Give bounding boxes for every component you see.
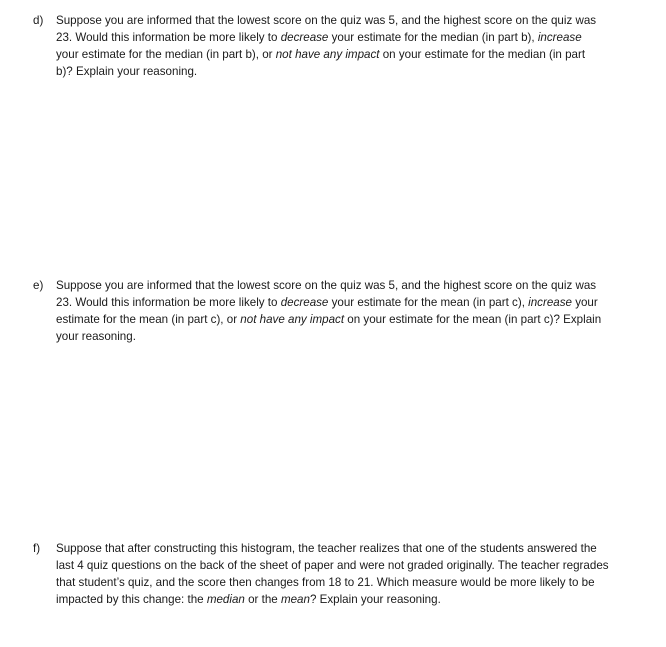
text-segment: Suppose that after constructing this histogram, the teacher realizes that one of the students answered the bbox=[56, 542, 597, 555]
question-label: d) bbox=[33, 14, 44, 27]
text-segment: estimate for the mean (in part c), or bbox=[56, 313, 241, 326]
text-segment: or the bbox=[244, 593, 281, 606]
text-segment: ? Explain your reasoning. bbox=[309, 593, 441, 606]
text-line bbox=[56, 29, 656, 46]
text-line bbox=[56, 311, 656, 328]
emphasized-text: mean bbox=[280, 593, 310, 606]
emphasized-text: not have any impact bbox=[240, 313, 345, 326]
question-text bbox=[56, 540, 656, 608]
text-segment: that student’s quiz, and the score then changes from 18 to 21. Which measure would be more likely to be bbox=[56, 576, 595, 589]
text-segment: on your estimate for the mean (in part c)? Explain bbox=[344, 313, 602, 326]
emphasized-text: not have any impact bbox=[275, 48, 380, 61]
text-segment: impacted by this change: the bbox=[56, 593, 207, 606]
emphasized-text: median bbox=[206, 593, 245, 606]
emphasized-text: increase bbox=[528, 296, 572, 309]
text-segment: last 4 quiz questions on the back of the sheet of paper and were not graded originally. The teacher regrades bbox=[56, 559, 609, 572]
emphasized-text: decrease bbox=[280, 296, 329, 309]
text-line bbox=[56, 294, 656, 311]
text-segment: b)? Explain your reasoning. bbox=[56, 65, 198, 78]
text-segment: your reasoning. bbox=[56, 330, 136, 343]
emphasized-text: decrease bbox=[280, 31, 329, 44]
text-segment: Suppose you are informed that the lowest score on the quiz was 5, and the highest score on the quiz was bbox=[56, 279, 597, 292]
text-line bbox=[56, 540, 656, 557]
text-segment: 23. Would this information be more likely to bbox=[56, 296, 281, 309]
text-segment: on your estimate for the median (in part bbox=[379, 48, 586, 61]
text-line bbox=[56, 63, 656, 80]
text-segment: Suppose you are informed that the lowest score on the quiz was 5, and the highest score on the quiz was bbox=[56, 14, 597, 27]
emphasized-text: increase bbox=[537, 31, 582, 44]
text-line bbox=[56, 328, 656, 345]
text-line bbox=[56, 591, 656, 608]
text-line bbox=[56, 574, 656, 591]
question-text bbox=[56, 12, 656, 80]
text-line bbox=[56, 46, 656, 63]
text-segment: your bbox=[571, 296, 598, 309]
text-segment: your estimate for the mean (in part c), bbox=[328, 296, 529, 309]
text-line bbox=[56, 557, 656, 574]
question-text bbox=[56, 277, 656, 345]
question-label: e) bbox=[33, 279, 44, 292]
text-line bbox=[56, 277, 656, 294]
text-segment: your estimate for the median (in part b), or bbox=[56, 48, 276, 61]
text-line bbox=[56, 12, 656, 29]
question-label: f) bbox=[33, 542, 41, 555]
text-segment: your estimate for the median (in part b), bbox=[328, 31, 538, 44]
text-segment: 23. Would this information be more likely to bbox=[56, 31, 281, 44]
